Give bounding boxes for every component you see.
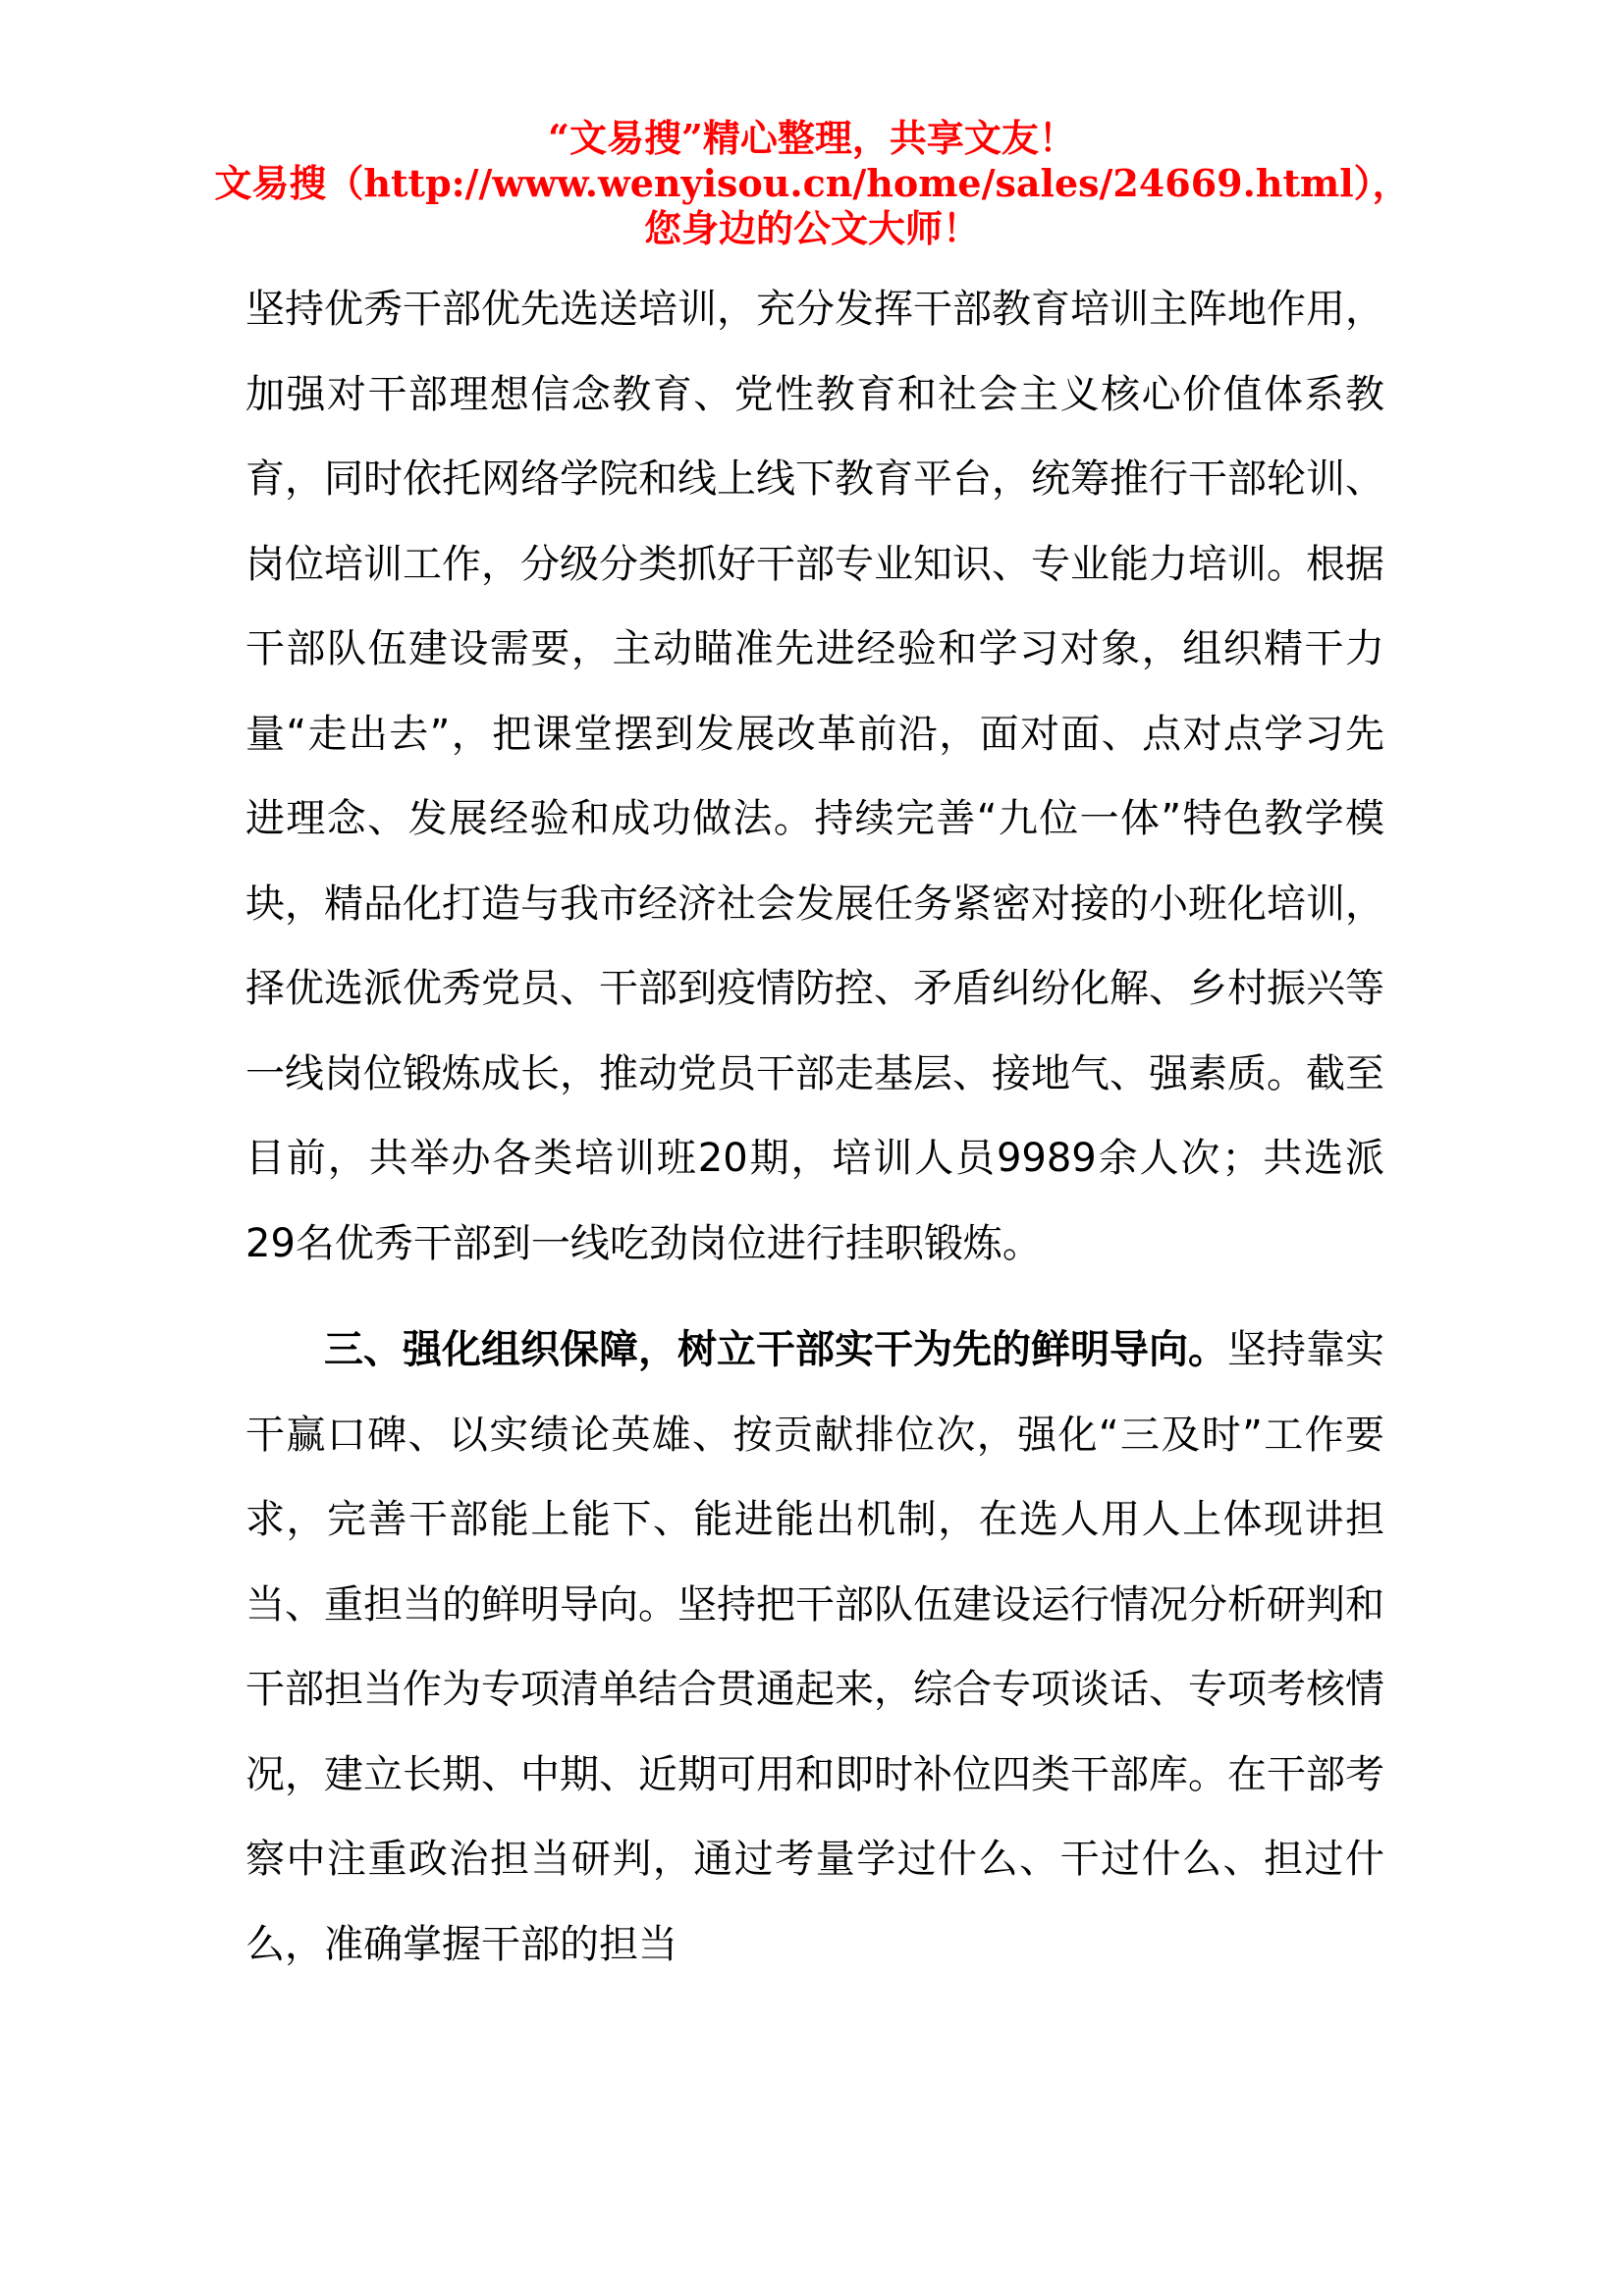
document-body [245, 267, 1384, 1987]
header-line-1: “文易搜”精心整理，共享文友！ [548, 116, 1076, 160]
paragraph-organization-text: 坚持靠实干赢口碑、以实绩论英雄、按贡献排位次，强化“三及时”工作要求，完善干部能上能下、能进能出机制，在选人用人上体现讲担当、重担当的鲜明导向。坚持把干部队伍建设运行情况分析研判和干部担当作为专项清单结合贯通起来，综合专项谈话、专项考核情况，建立长期、中期、近期可用和即时补位四类干部库。在干部考察中注重政治担当研判，通过考量学过什么、干过什么、担过什么，准确掌握干部的担当 [245, 1327, 1384, 1967]
paragraph-training: 坚持优秀干部优先选送培训，充分发挥干部教育培训主阵地作用，加强对干部理想信念教育、党性教育和社会主义核心价值体系教育，同时依托网络学院和线上线下教育平台，统筹推行干部轮训、岗位培训工作，分级分类抓好干部专业知识、专业能力培训。根据干部队伍建设需要，主动瞄准先进经验和学习对象，组织精干力量“走出去”，把课堂摆到发展改革前沿，面对面、点对点学习先进理念、发展经验和成功做法。持续完善“九位一体”特色教学模块，精品化打造与我市经济社会发展任务紧密对接的小班化培训，择优选派优秀党员、干部到疫情防控、矛盾纠纷化解、乡村振兴等一线岗位锻炼成长，推动党员干部走基层、接地气、强素质。截至目前，共举办各类培训班20期，培训人员9989余人次；共选派29名优秀干部到一线吃劲岗位进行挂职锻炼。 [245, 287, 1384, 1266]
watermark-header [196, 116, 1428, 251]
paragraph-organization [245, 1308, 1384, 1987]
section-heading-three: 三、强化组织保障，树立干部实干为先的鲜明导向。 [324, 1327, 1227, 1372]
header-line-2: 文易搜（http://www.wenyisou.cn/home/sales/24669.html），您身边的公文大师！ [214, 161, 1410, 250]
